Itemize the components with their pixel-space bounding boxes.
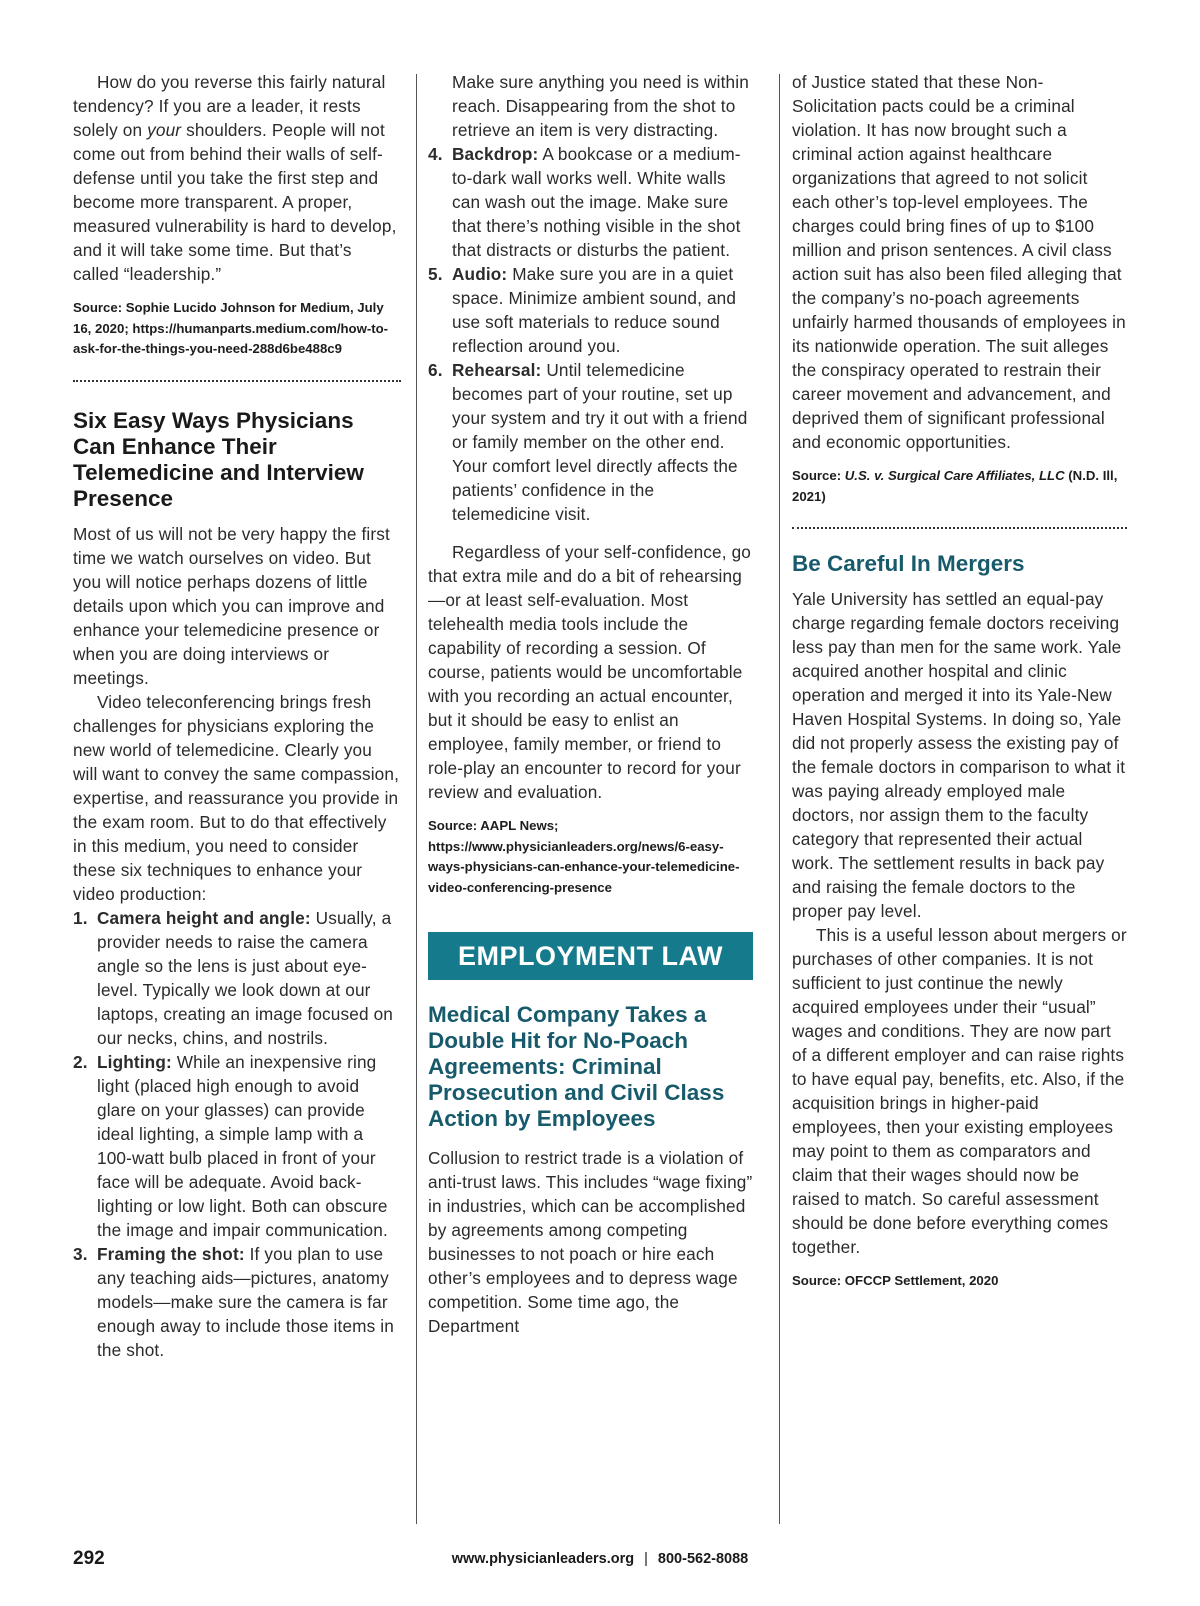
column-divider-right	[779, 74, 780, 1524]
item-label: Rehearsal:	[452, 360, 542, 380]
footer-phone: 800-562-8088	[657, 1551, 749, 1567]
list-item	[73, 1050, 401, 1242]
item-text: Make sure you are in a quiet space. Minimize ambient sound, and use soft materials to reduce sound reflection around you.	[452, 264, 737, 356]
column-1	[73, 70, 401, 1362]
item-text: Usually, a provider needs to raise the camera angle so the lens is just about eye-level. Typically we look down at our laptops, creating an image focused on our necks, chins, and nostrils.	[97, 907, 394, 1048]
item-number: 3.	[73, 1243, 88, 1264]
item-number: 2.	[73, 1051, 88, 1072]
item-text: Make sure anything you need is within reach. Disappearing from the shot to retrieve an item is very distracting.	[452, 72, 749, 140]
source-suffix: (N.D. Ill, 2021)	[792, 468, 1118, 504]
mergers-paragraph-2: This is a useful lesson about mergers or purchases of other companies. It is not sufficient to just continue the newly acquired employees under their “usual” wages and conditions. They are now part of a different employer and can raise rights to have equal pay, benefits, etc. Also, if the acquisition brings in higher-paid employees, then your existing employees may point to them as comparators and claim that their wages should now be raised to match. So careful assessment should be done before everything comes together.	[792, 925, 1127, 1257]
telemedicine-paragraph-1: Most of us will not be very happy the first time we watch ourselves on video. But you will notice perhaps dozens of little details upon which you can improve and enhance your telemedicine presence or when you are doing interviews or meetings.	[73, 523, 390, 688]
column-2	[428, 70, 753, 1338]
list-item	[73, 1242, 401, 1362]
intro-emphasis: your	[147, 120, 182, 140]
intro-paragraph	[73, 70, 401, 286]
article-title-telemedicine: Six Easy Ways Physicians Can Enhance Their Telemedicine and Interview Presence	[73, 407, 364, 511]
item-label: Framing the shot:	[97, 1243, 245, 1264]
page-number: 292	[73, 1548, 105, 1569]
item-text: Until telemedicine becomes part of your routine, set up your system and try it out with a friend or family member on the other end. Your comfort level directly affects the patients’ confidence in the telemedicine visit.	[452, 360, 748, 524]
list-item	[73, 906, 401, 1050]
source-medium: Source: Sophie Lucido Johnson for Medium, July 16, 2020; https://humanparts.medium.com/how-to-ask-for-the-things-you-need-288d6be488c9	[73, 300, 389, 356]
footer-website: www.physicianleaders.org	[451, 1551, 635, 1567]
mergers-paragraph-1: Yale University has settled an equal-pay charge regarding female doctors receiving less pay than men for the same work. Yale acquired another hospital and clinic operation and merged it into its Yale-New Haven Hospital Systems. In doing so, Yale did not properly assess the existing pay of the female doctors in comparison to what it was paying already employed male doctors, nor assign them to the faculty category that represented their actual work. The settlement results in back pay and raising the female doctors to the proper pay level.	[792, 589, 1126, 921]
item-text: A bookcase or a medium-to-dark wall works well. White walls can wash out the image. Make sure that there’s nothing visible in the shot that distracts or disturbs the patient.	[452, 144, 741, 260]
column-divider-left	[416, 74, 417, 1524]
no-poach-paragraph: Collusion to restrict trade is a violation of anti-trust laws. This includes “wage fixing” in industries, which can be accomplished by agreements among competing businesses to not poach or hire each other’s employees and to depress wage competition. Some time ago, the Department	[428, 1148, 753, 1336]
article-title-mergers: Be Careful In Mergers	[792, 551, 1025, 576]
section-banner-employment-law: EMPLOYMENT LAW	[428, 932, 753, 980]
footer-contact	[0, 1551, 1200, 1567]
column-3	[792, 70, 1127, 1292]
section-divider	[73, 380, 401, 382]
intro-text-a: How do you reverse this fairly natural tendency? If you are a leader, it rests solely on	[73, 72, 386, 140]
item-number: 6.	[428, 360, 443, 380]
list-item	[428, 142, 753, 262]
item-label: Camera height and angle:	[97, 907, 311, 928]
item-label: Backdrop:	[452, 144, 539, 164]
technique-list-part-2	[428, 70, 753, 526]
list-item	[428, 262, 753, 358]
item-label: Lighting:	[97, 1051, 172, 1072]
list-item	[428, 358, 753, 526]
source-ofccp: Source: OFCCP Settlement, 2020	[792, 1273, 999, 1288]
article-title-no-poach: Medical Company Takes a Double Hit for No-Poach Agreements: Criminal Prosecution and Civil Class Action by Employees	[428, 1002, 725, 1131]
intro-text-b: shoulders. People will not come out from behind their walls of self-defense until you take the first step and become more transparent. A proper, measured vulnerability is hard to develop, and it will take some time. But that’s called “leadership.”	[73, 120, 397, 284]
footer-separator: |	[644, 1551, 648, 1567]
source-aapl: Source: AAPL News; https://www.physicianleaders.org/news/6-easy-ways-physicians-can-enhance-your-telemedicine-video-conferencing-presence	[428, 818, 740, 895]
source-court-case	[792, 466, 1127, 507]
item-text: If you plan to use any teaching aids—pictures, anatomy models—make sure the camera is far enough away to include those items in the shot.	[97, 1243, 394, 1360]
telemedicine-paragraph-2: Video teleconferencing brings fresh challenges for physicians exploring the new world of telemedicine. Clearly you will want to convey the same compassion, expertise, and reassurance you provide in the exam room. But to do that effectively in this medium, you need to consider these six techniques to enhance your video production:	[73, 691, 400, 904]
item-text: While an inexpensive ring light (placed high enough to avoid glare on your glasses) can provide ideal lighting, a simple lamp with a 100-watt bulb placed in front of your face will be adequate. Avoid back-lighting or low light. Both can obscure the image and impair communication.	[97, 1051, 388, 1240]
list-item-continued	[428, 70, 753, 142]
item-number: 5.	[428, 264, 443, 284]
section-divider	[792, 527, 1127, 529]
case-name: U.S. v. Surgical Care Affiliates, LLC	[844, 468, 1065, 483]
technique-list-part-1	[73, 906, 401, 1362]
no-poach-paragraph-continued: of Justice stated that these Non-Solicitation pacts could be a criminal violation. It has now brought such a criminal action against healthcare organizations that agreed to not solicit each other’s top-level employees. The charges could bring fines of up to $100 million and prison sentences. A civil class action suit has also been filed alleging that the company’s no-poach agreements unfairly harmed thousands of employees in its nationwide operation. The suit alleges the conspiracy operated to restrain their career movement and advancement, and deprived them of significant professional and economic opportunities.	[792, 72, 1126, 452]
source-prefix: Source:	[792, 468, 845, 483]
item-number: 1.	[73, 907, 88, 928]
item-label: Audio:	[452, 264, 508, 284]
item-number: 4.	[428, 144, 443, 164]
rehearsal-paragraph: Regardless of your self-confidence, go that extra mile and do a bit of rehearsing—or at least self-evaluation. Most telehealth media tools include the capability of recording a session. Of course, patients would be uncomfortable with you recording an actual encounter, but it should be easy to enlist an employee, family member, or friend to role-play an encounter to record for your review and evaluation.	[428, 542, 752, 802]
